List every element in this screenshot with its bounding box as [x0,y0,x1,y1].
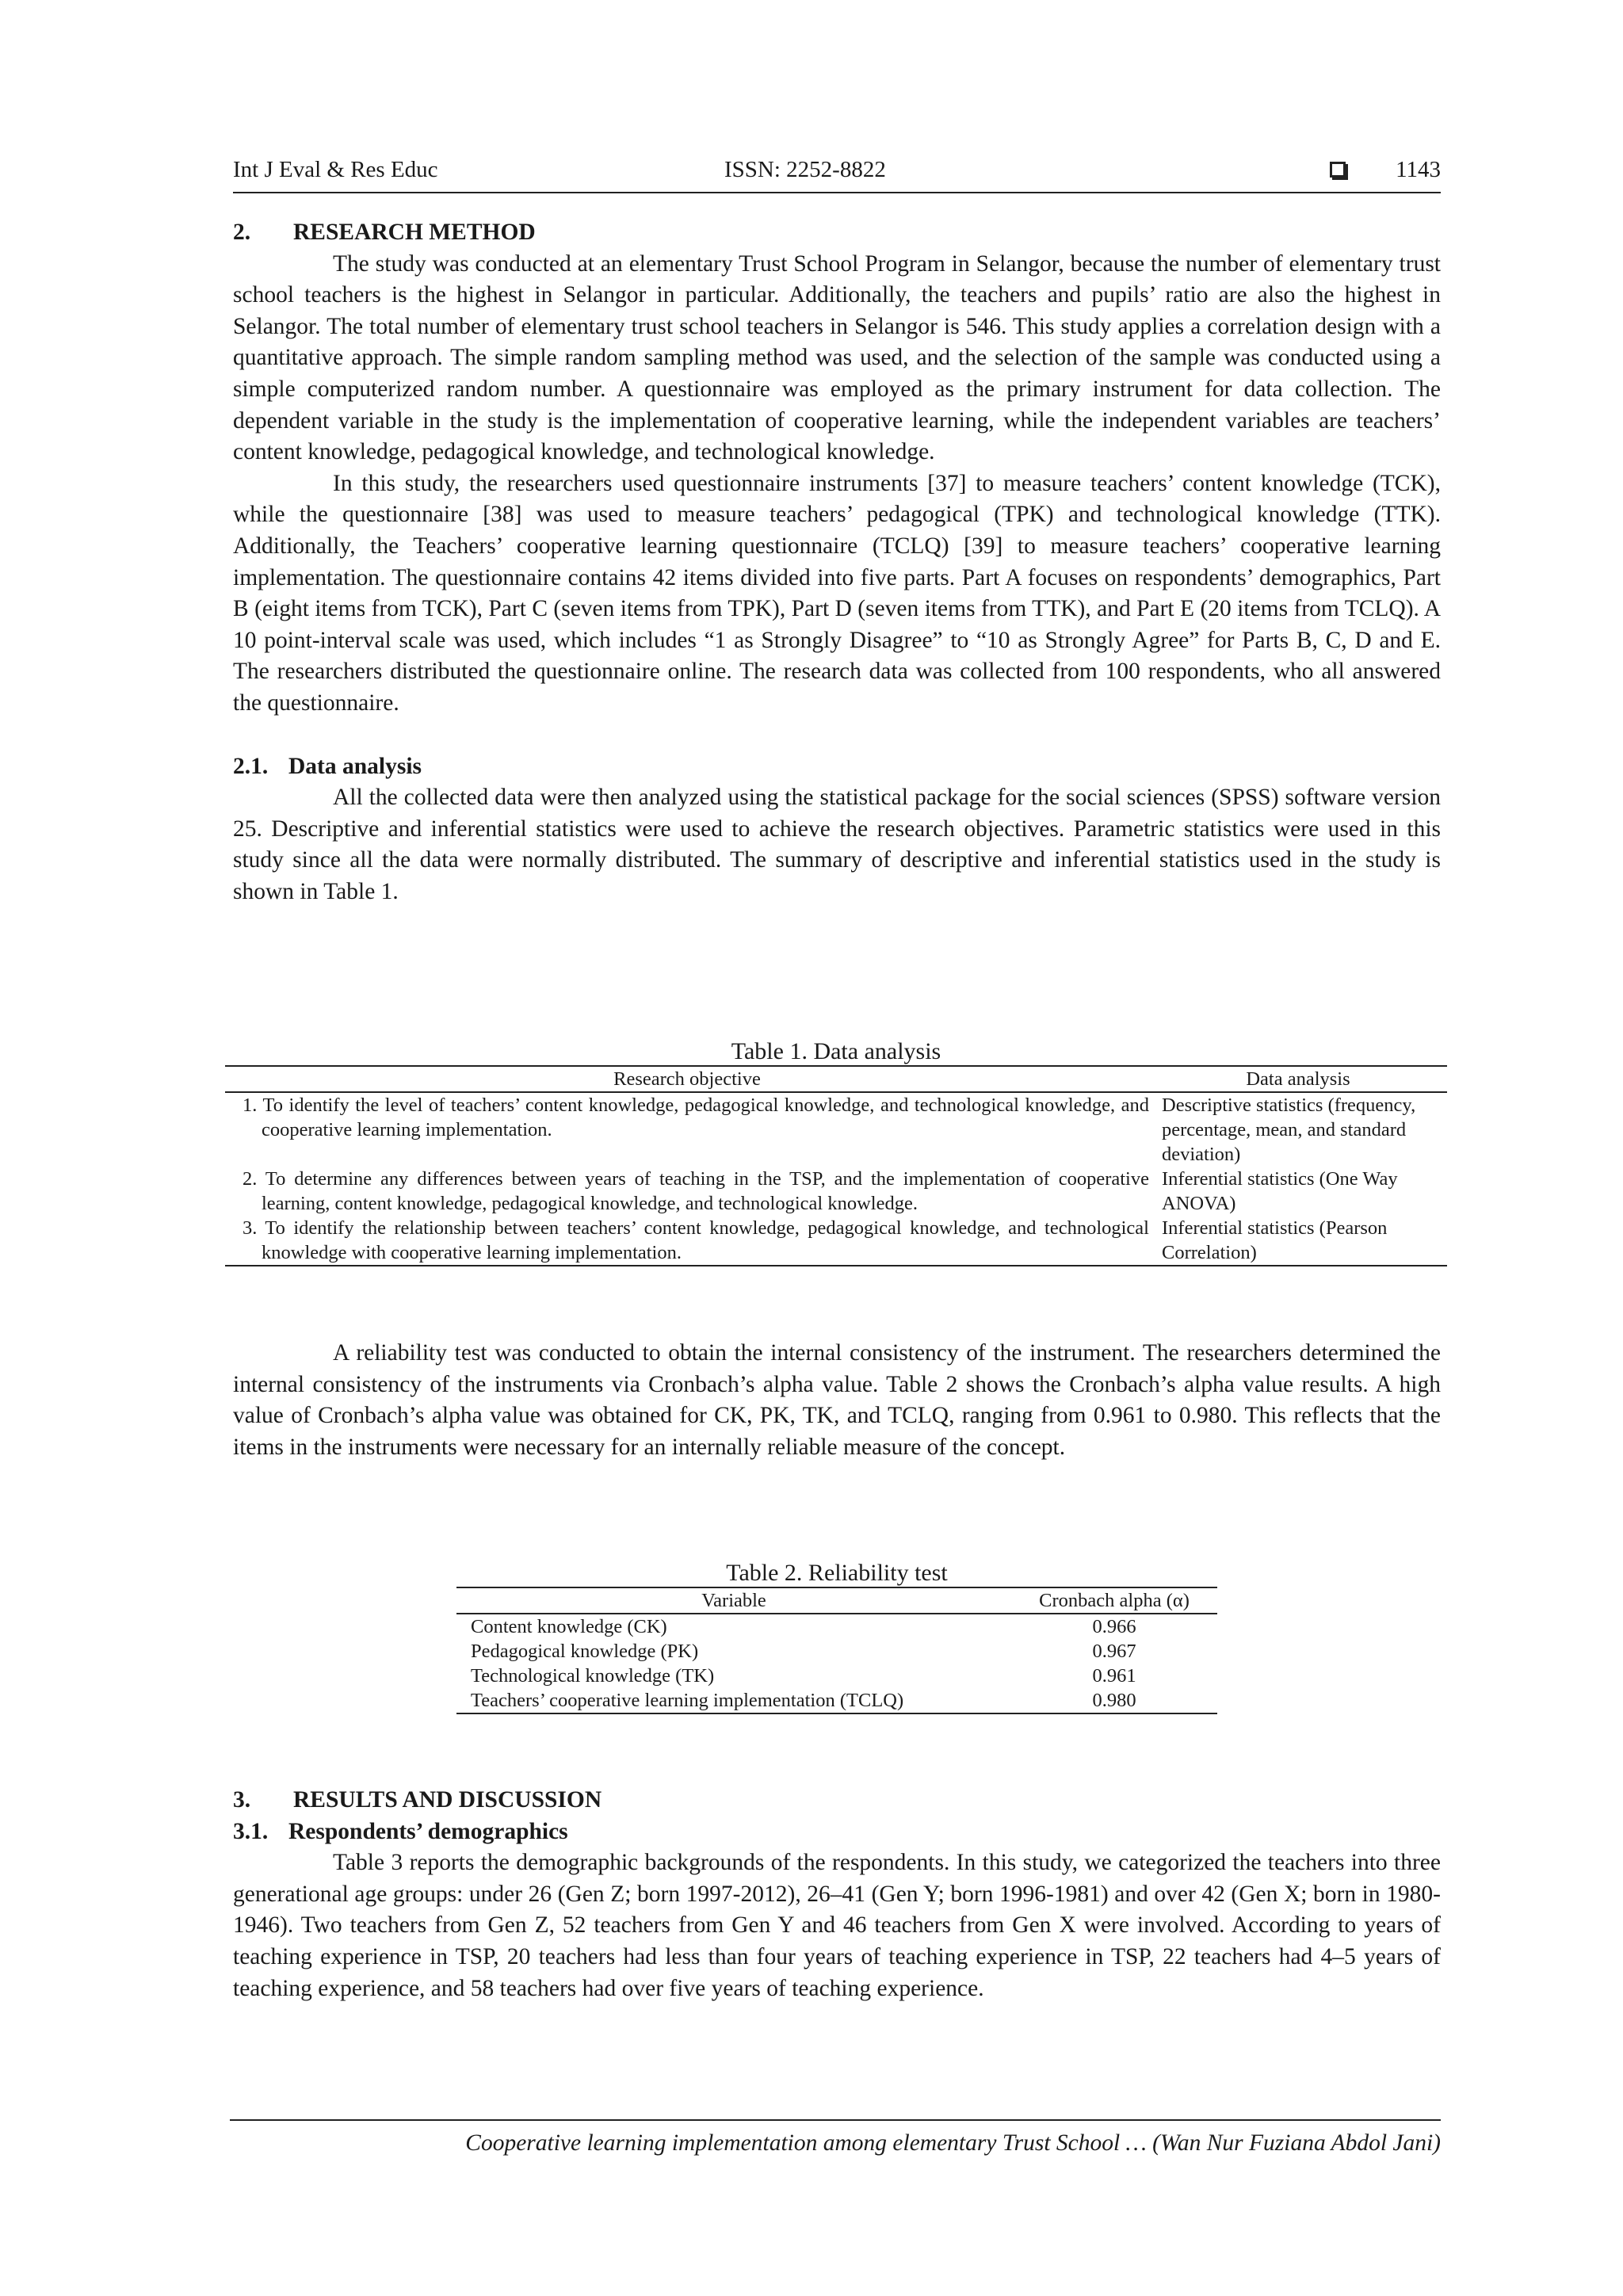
subsection-heading: 2.1. Data analysis [233,753,422,779]
reliability-table [456,1587,1217,1714]
table-row: Teachers’ cooperative learning implementation (TCLQ) 0.980 [456,1688,1217,1713]
paragraph: In this study, the researchers used questionnaire instruments [37] to measure teachers’ content knowledge (TCK), while the questionnaire [38] was used to measure teachers’ pedagogical (TPK) and technological knowledge (TTK). Additionally, the Teachers’ cooperative learning questionnaire (TCLQ) [39] to measure teachers’ cooperative learning implementation. The questionnaire contains 42 items divided into five parts. Part A focuses on respondents’ demographics, Part B (eight items from TCK), Part C (seven items from TPK), Part D (seven items from TTK), and Part E (20 items from TCLQ). A 10 point-interval scale was used, which includes “1 as Strongly Disagree” to “10 as Strongly Agree” for Parts B, C, D and E. The researchers distributed the questionnaire online. The research data was collected from 100 respondents, who all answered the questionnaire. [233,470,1441,716]
column-header: Research objective [225,1066,1149,1092]
body-text [233,217,1441,907]
data-table [225,1065,1447,1266]
running-footer: Cooperative learning implementation among elementary Trust School … (Wan Nur Fuziana Abdol Jani) [230,2119,1441,2157]
paragraph: A reliability test was conducted to obtain the internal consistency of the instrument. The researchers determined the internal consistency of the instruments via Cronbach’s alpha value. Table 2 shows the Cronbach’s alpha value results. A high value of Cronbach’s alpha value was obtained for CK, PK, TK, and TCLQ, ranging from 0.961 to 0.980. This reflects that the items in the instruments were necessary for an internally reliable measure of the concept. [233,1340,1441,1460]
section-heading: 2. RESEARCH METHOD [233,220,536,245]
subsection-heading: 3.1. Respondents’ demographics [233,1818,568,1844]
body-text [233,1785,1441,2004]
table-2 [456,1560,1217,1714]
table-row: Pedagogical knowledge (PK) 0.967 [471,1641,1136,1662]
table-row: 2. To determine any differences between years of teaching in the TSP, and the implementation of cooperative learning, content knowledge, pedagogical knowledge, and technological knowledge. Inferential statistics (One Way ANOVA) [242,1168,1398,1214]
column-header: Cronbach alpha (α) [1011,1587,1217,1614]
table-caption: Table 2. Reliability test [726,1560,948,1586]
table-1 [225,1038,1447,1266]
section-heading: 3. RESULTS AND DISCUSSION [233,1787,602,1813]
journal-name: Int J Eval & Res Educ [233,157,438,182]
body-text [233,1338,1441,1463]
issn: ISSN: 2252-8822 [724,157,886,182]
table-caption: Table 1. Data analysis [731,1038,941,1064]
running-header [233,155,1441,193]
paragraph: All the collected data were then analyzed using the statistical package for the social sciences (SPSS) software version 25. Descriptive and inferential statistics were used to achieve the research objectives. Parametric statistics were used in this study since all the data were normally distributed. The summary of descriptive and inferential statistics used in the study is shown in Table 1. [233,785,1441,904]
paragraph: Table 3 reports the demographic backgrounds of the respondents. In this study, we categorized the teachers into three generational age groups: under 26 (Gen Z; born 1997-2012), 26–41 (Gen Y; born 1996-1981) and over 42 (Gen X; born in 1980-1946). Two teachers from Gen Z, 52 teachers from Gen Y and 46 teachers from Gen X were involved. According to years of teaching experience in TSP, 20 teachers had less than four years of teaching experience in TSP, 22 teachers had 4–5 years of teaching experience, and 58 teachers had over five years of teaching experience. [233,1850,1441,2001]
page-number: 1143 [1396,157,1441,182]
checkbox-square-icon [1330,162,1346,178]
column-header: Data analysis [1149,1066,1447,1092]
paragraph: The study was conducted at an elementary Trust School Program in Selangor, because the number of elementary trust school teachers is the highest in Selangor in particular. Additionally, the teachers and pupils’ ratio are also the highest in Selangor. The total number of elementary trust school teachers in Selangor is 546. This study applies a correlation design with a quantitative approach. The simple random sampling method was used, and the selection of the sample was conducted using a simple computerized random number. A questionnaire was employed as the primary instrument for data collection. The dependent variable in the study is the implementation of cooperative learning, while the independent variables are teachers’ content knowledge, pedagogical knowledge, and technological knowledge. [233,250,1441,465]
table-row: Technological knowledge (TK) 0.961 [471,1665,1136,1687]
table-row: 1. To identify the level of teachers’ content knowledge, pedagogical knowledge, and technological knowledge, and cooperative learning implementation. Descriptive statistics (frequency, percentage, mean, and standard deviation) [242,1095,1416,1165]
column-header: Variable [456,1587,1011,1614]
table-row: Content knowledge (CK) 0.966 [471,1616,1136,1637]
table-row: 3. To identify the relationship between teachers’ content knowledge, pedagogical knowledge, and technological knowledge with cooperative learning implementation. Inferential statistics (Pearson Correlation) [225,1216,1447,1266]
